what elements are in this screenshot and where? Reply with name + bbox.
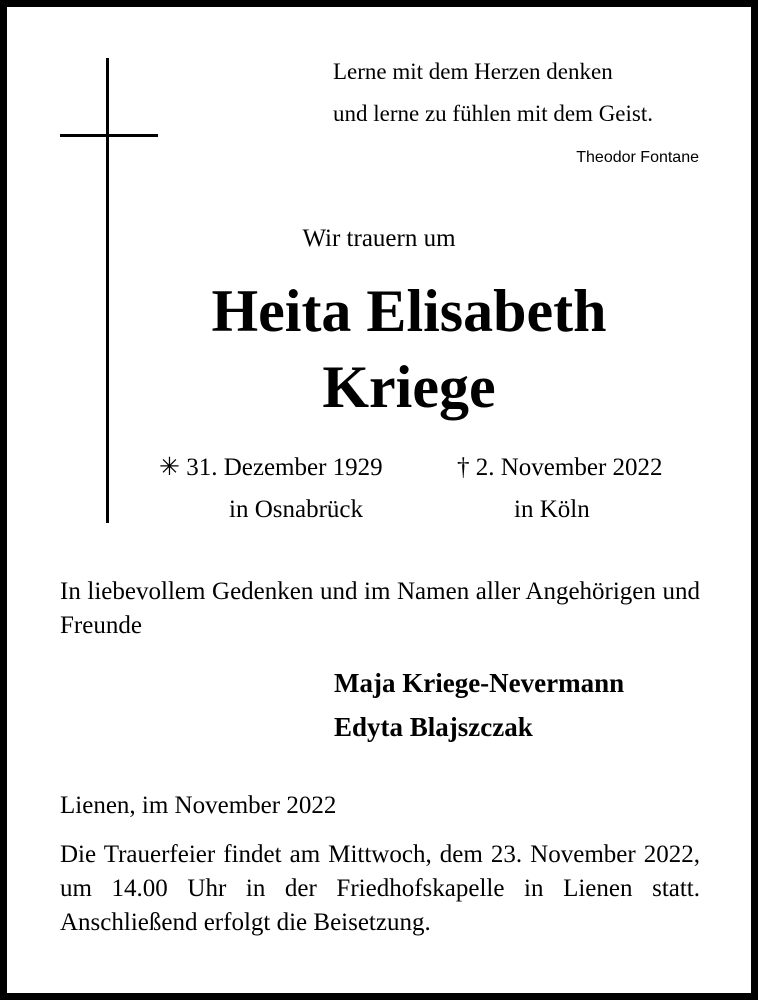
death-place: in Köln	[514, 496, 590, 523]
ceremony-text: Die Trauerfeier findet am Mittwoch, dem 23. November 2022, um 14.00 Uhr in der Friedhofskapelle in Lienen statt. Anschließend erfolgt die Beisetzung.	[60, 841, 700, 936]
signatory-1: Maja Kriege-Nevermann	[334, 668, 625, 698]
deceased-name-line-2: Kriege	[322, 354, 496, 420]
birth-date-text: 31. Dezember 1929	[186, 454, 383, 481]
birth-star-icon: ✳	[159, 454, 180, 481]
intro-text: Wir trauern um	[302, 225, 456, 252]
birth-place: in Osnabrück	[229, 496, 363, 523]
quote-author: Theodor Fontane	[576, 149, 699, 166]
quote-line-1: Lerne mit dem Herzen denken	[333, 59, 613, 84]
signatory-2: Edyta Blajszczak	[334, 712, 533, 742]
death-dagger-icon: †	[457, 454, 470, 481]
cross-icon-horizontal-bar	[60, 134, 158, 137]
mourning-text: In liebevollem Gedenken und im Namen aller Angehörigen und Freunde	[60, 578, 700, 639]
deceased-name-line-1: Heita Elisabeth	[211, 278, 607, 344]
death-date	[457, 455, 663, 480]
place-date: Lienen, im November 2022	[60, 792, 337, 819]
death-date-text: 2. November 2022	[475, 454, 663, 481]
birth-date	[159, 455, 383, 480]
quote-line-2: und lerne zu fühlen mit dem Geist.	[333, 101, 654, 126]
